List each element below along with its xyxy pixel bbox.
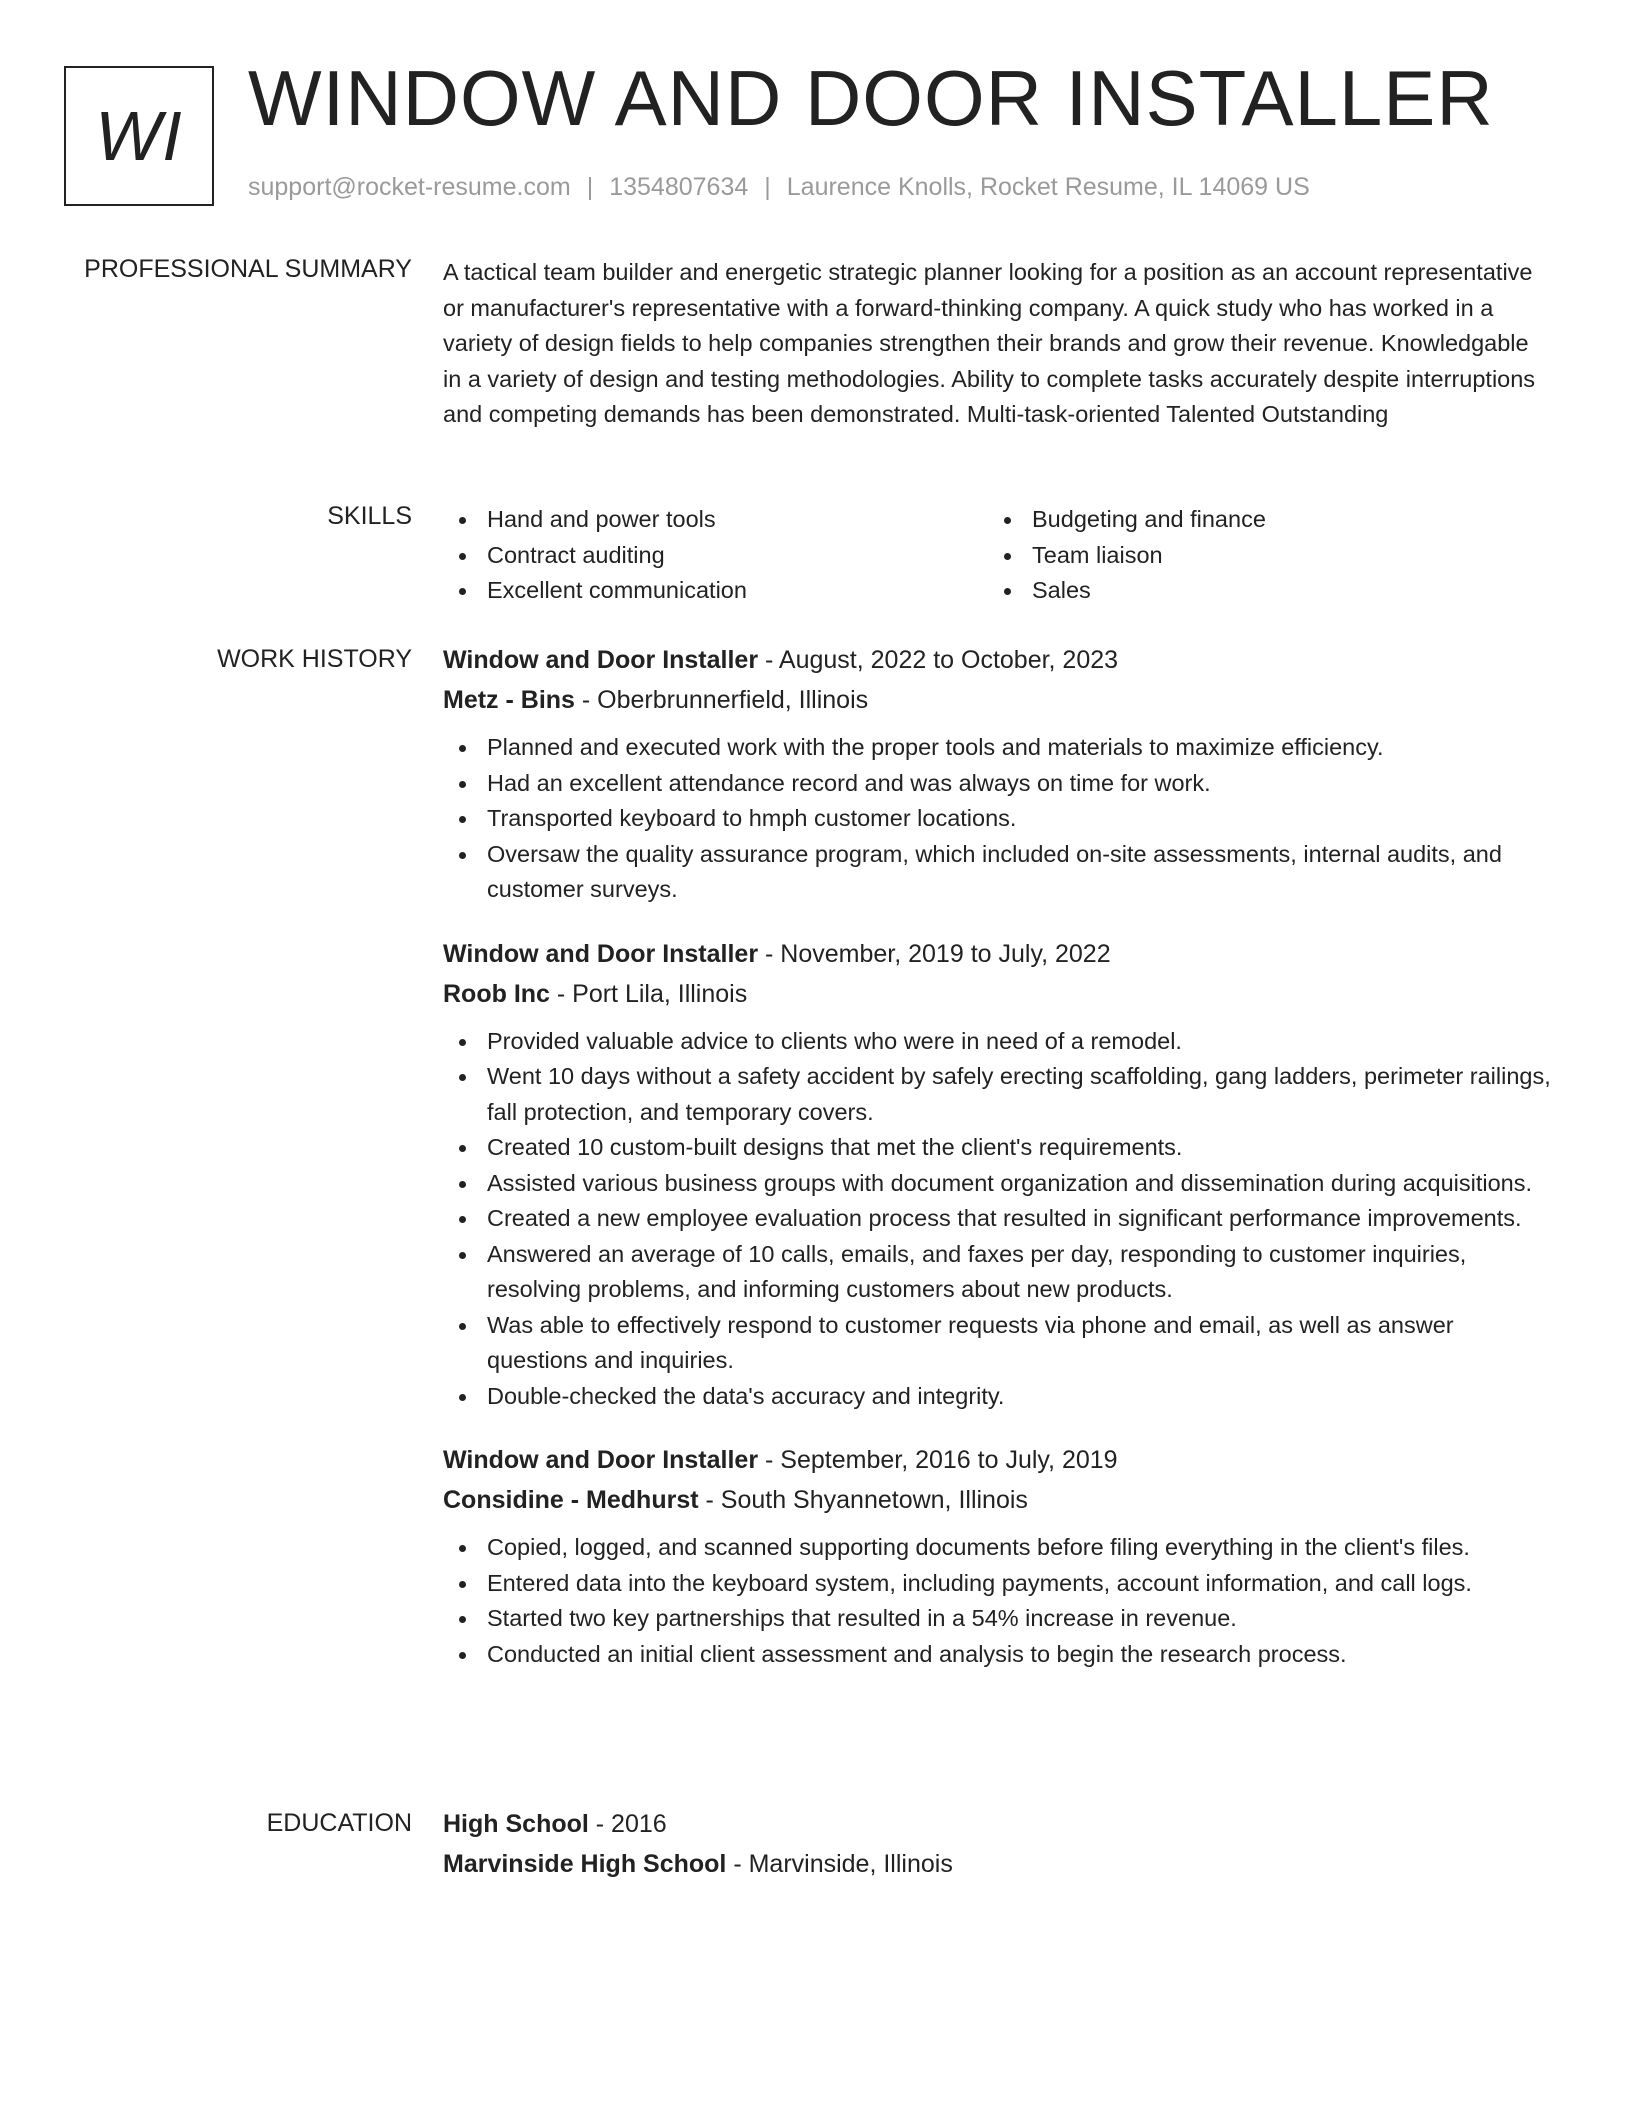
summary-text: A tactical team builder and energetic strategic planner looking for a position as an account representative or manufacturer's representative with a forward-thinking company. A quick study who has worked in a variety of design fields to help companies strengthen their brands and grow their revenue. Knowledgable in a variety of design and testing methodologies. Ability to complete tasks accurately despite interruptions and competing demands has been demonstrated. Multi-task-oriented Talented Outstanding bbox=[443, 259, 1536, 427]
education-location: - Marvinside, Illinois bbox=[726, 1850, 953, 1878]
job-bullets bbox=[443, 730, 1553, 908]
job-bullet: Was able to effectively respond to customer requests via phone and email, as well as answer questions and inquiries. bbox=[443, 1308, 1553, 1379]
skills-column-left bbox=[443, 502, 988, 609]
job-bullet: Had an excellent attendance record and was always on time for work. bbox=[443, 766, 1553, 802]
section-label-summary: PROFESSIONAL SUMMARY bbox=[84, 255, 412, 283]
job-entry bbox=[443, 640, 1553, 908]
job-title: Window and Door Installer bbox=[443, 646, 759, 674]
job-entry bbox=[443, 934, 1553, 1415]
job-location: - Oberbrunnerfield, Illinois bbox=[574, 686, 869, 714]
job-bullet: Entered data into the keyboard system, including payments, account information, and call logs. bbox=[443, 1566, 1553, 1602]
education-school: Marvinside High School bbox=[443, 1850, 727, 1878]
job-title-line bbox=[443, 1440, 1553, 1480]
job-bullets bbox=[443, 1024, 1553, 1415]
job-location: - South Shyannetown, Illinois bbox=[698, 1486, 1028, 1514]
job-title-line bbox=[443, 640, 1553, 680]
contact-separator: | bbox=[764, 173, 771, 201]
summary-body bbox=[443, 255, 1553, 433]
job-company-line bbox=[443, 680, 1553, 720]
section-label-education: EDUCATION bbox=[266, 1809, 412, 1837]
work-history-body bbox=[443, 640, 1553, 1698]
job-bullet: Created a new employee evaluation process that resulted in significant performance improvements. bbox=[443, 1201, 1553, 1237]
job-dates: - November, 2019 to July, 2022 bbox=[758, 939, 1111, 968]
job-location: - Port Lila, Illinois bbox=[549, 979, 748, 1008]
job-bullet: Planned and executed work with the proper tools and materials to maximize efficiency. bbox=[443, 730, 1553, 766]
skill-item: Budgeting and finance bbox=[988, 502, 1533, 538]
job-company: Considine - Medhurst bbox=[443, 1486, 699, 1514]
education-school-line bbox=[443, 1844, 1553, 1884]
contact-email[interactable]: support@rocket-resume.com bbox=[248, 173, 571, 201]
job-title: Window and Door Installer bbox=[443, 939, 759, 968]
job-company: Metz - Bins bbox=[443, 686, 575, 714]
job-bullet: Went 10 days without a safety accident by safely erecting scaffolding, gang ladders, perimeter railings, fall protection, and temporary covers. bbox=[443, 1059, 1553, 1130]
job-bullet: Copied, logged, and scanned supporting documents before filing everything in the client's files. bbox=[443, 1530, 1553, 1566]
contact-line bbox=[248, 173, 1310, 202]
job-dates: - September, 2016 to July, 2019 bbox=[758, 1446, 1118, 1474]
skills-column-right bbox=[988, 502, 1533, 609]
skill-item: Excellent communication bbox=[443, 573, 988, 609]
job-company-line bbox=[443, 1480, 1553, 1520]
education-year: - 2016 bbox=[588, 1810, 667, 1838]
job-bullet: Oversaw the quality assurance program, which included on-site assessments, internal audits, and customer surveys. bbox=[443, 837, 1553, 908]
contact-address: Laurence Knolls, Rocket Resume, IL 14069 US bbox=[786, 173, 1310, 201]
job-company: Roob Inc bbox=[443, 979, 550, 1008]
job-bullet: Created 10 custom-built designs that met the client's requirements. bbox=[443, 1130, 1553, 1166]
section-label-skills: SKILLS bbox=[327, 502, 412, 530]
skills-body bbox=[443, 502, 1553, 609]
page-title: WINDOW AND DOOR INSTALLER bbox=[248, 54, 1494, 142]
job-bullet: Answered an average of 10 calls, emails, and faxes per day, responding to customer inquiries, resolving problems, and informing customers about new products. bbox=[443, 1237, 1553, 1308]
education-degree: High School bbox=[443, 1810, 589, 1838]
job-bullet: Transported keyboard to hmph customer locations. bbox=[443, 801, 1553, 837]
section-label-work-history: WORK HISTORY bbox=[217, 645, 412, 673]
job-entry bbox=[443, 1440, 1553, 1672]
skill-item: Contract auditing bbox=[443, 538, 988, 574]
skill-item: Team liaison bbox=[988, 538, 1533, 574]
contact-separator: | bbox=[586, 173, 594, 201]
skill-item: Hand and power tools bbox=[443, 502, 988, 538]
job-title: Window and Door Installer bbox=[443, 1446, 759, 1474]
education-degree-line bbox=[443, 1804, 1553, 1844]
job-bullet: Conducted an initial client assessment and analysis to begin the research process. bbox=[443, 1637, 1553, 1673]
job-dates: - August, 2022 to October, 2023 bbox=[758, 646, 1119, 674]
skills-grid bbox=[443, 502, 1553, 609]
job-company-line bbox=[443, 974, 1553, 1014]
skill-item: Sales bbox=[988, 573, 1533, 609]
job-bullet: Provided valuable advice to clients who were in need of a remodel. bbox=[443, 1024, 1553, 1060]
job-bullet: Started two key partnerships that resulted in a 54% increase in revenue. bbox=[443, 1601, 1553, 1637]
job-bullets bbox=[443, 1530, 1553, 1672]
job-bullet: Assisted various business groups with document organization and dissemination during acquisitions. bbox=[443, 1166, 1553, 1202]
education-body bbox=[443, 1804, 1553, 1884]
job-title-line bbox=[443, 934, 1553, 974]
job-bullet: Double-checked the data's accuracy and integrity. bbox=[443, 1379, 1553, 1415]
contact-phone: 1354807634 bbox=[609, 173, 749, 201]
monogram-logo: WI bbox=[64, 66, 214, 206]
